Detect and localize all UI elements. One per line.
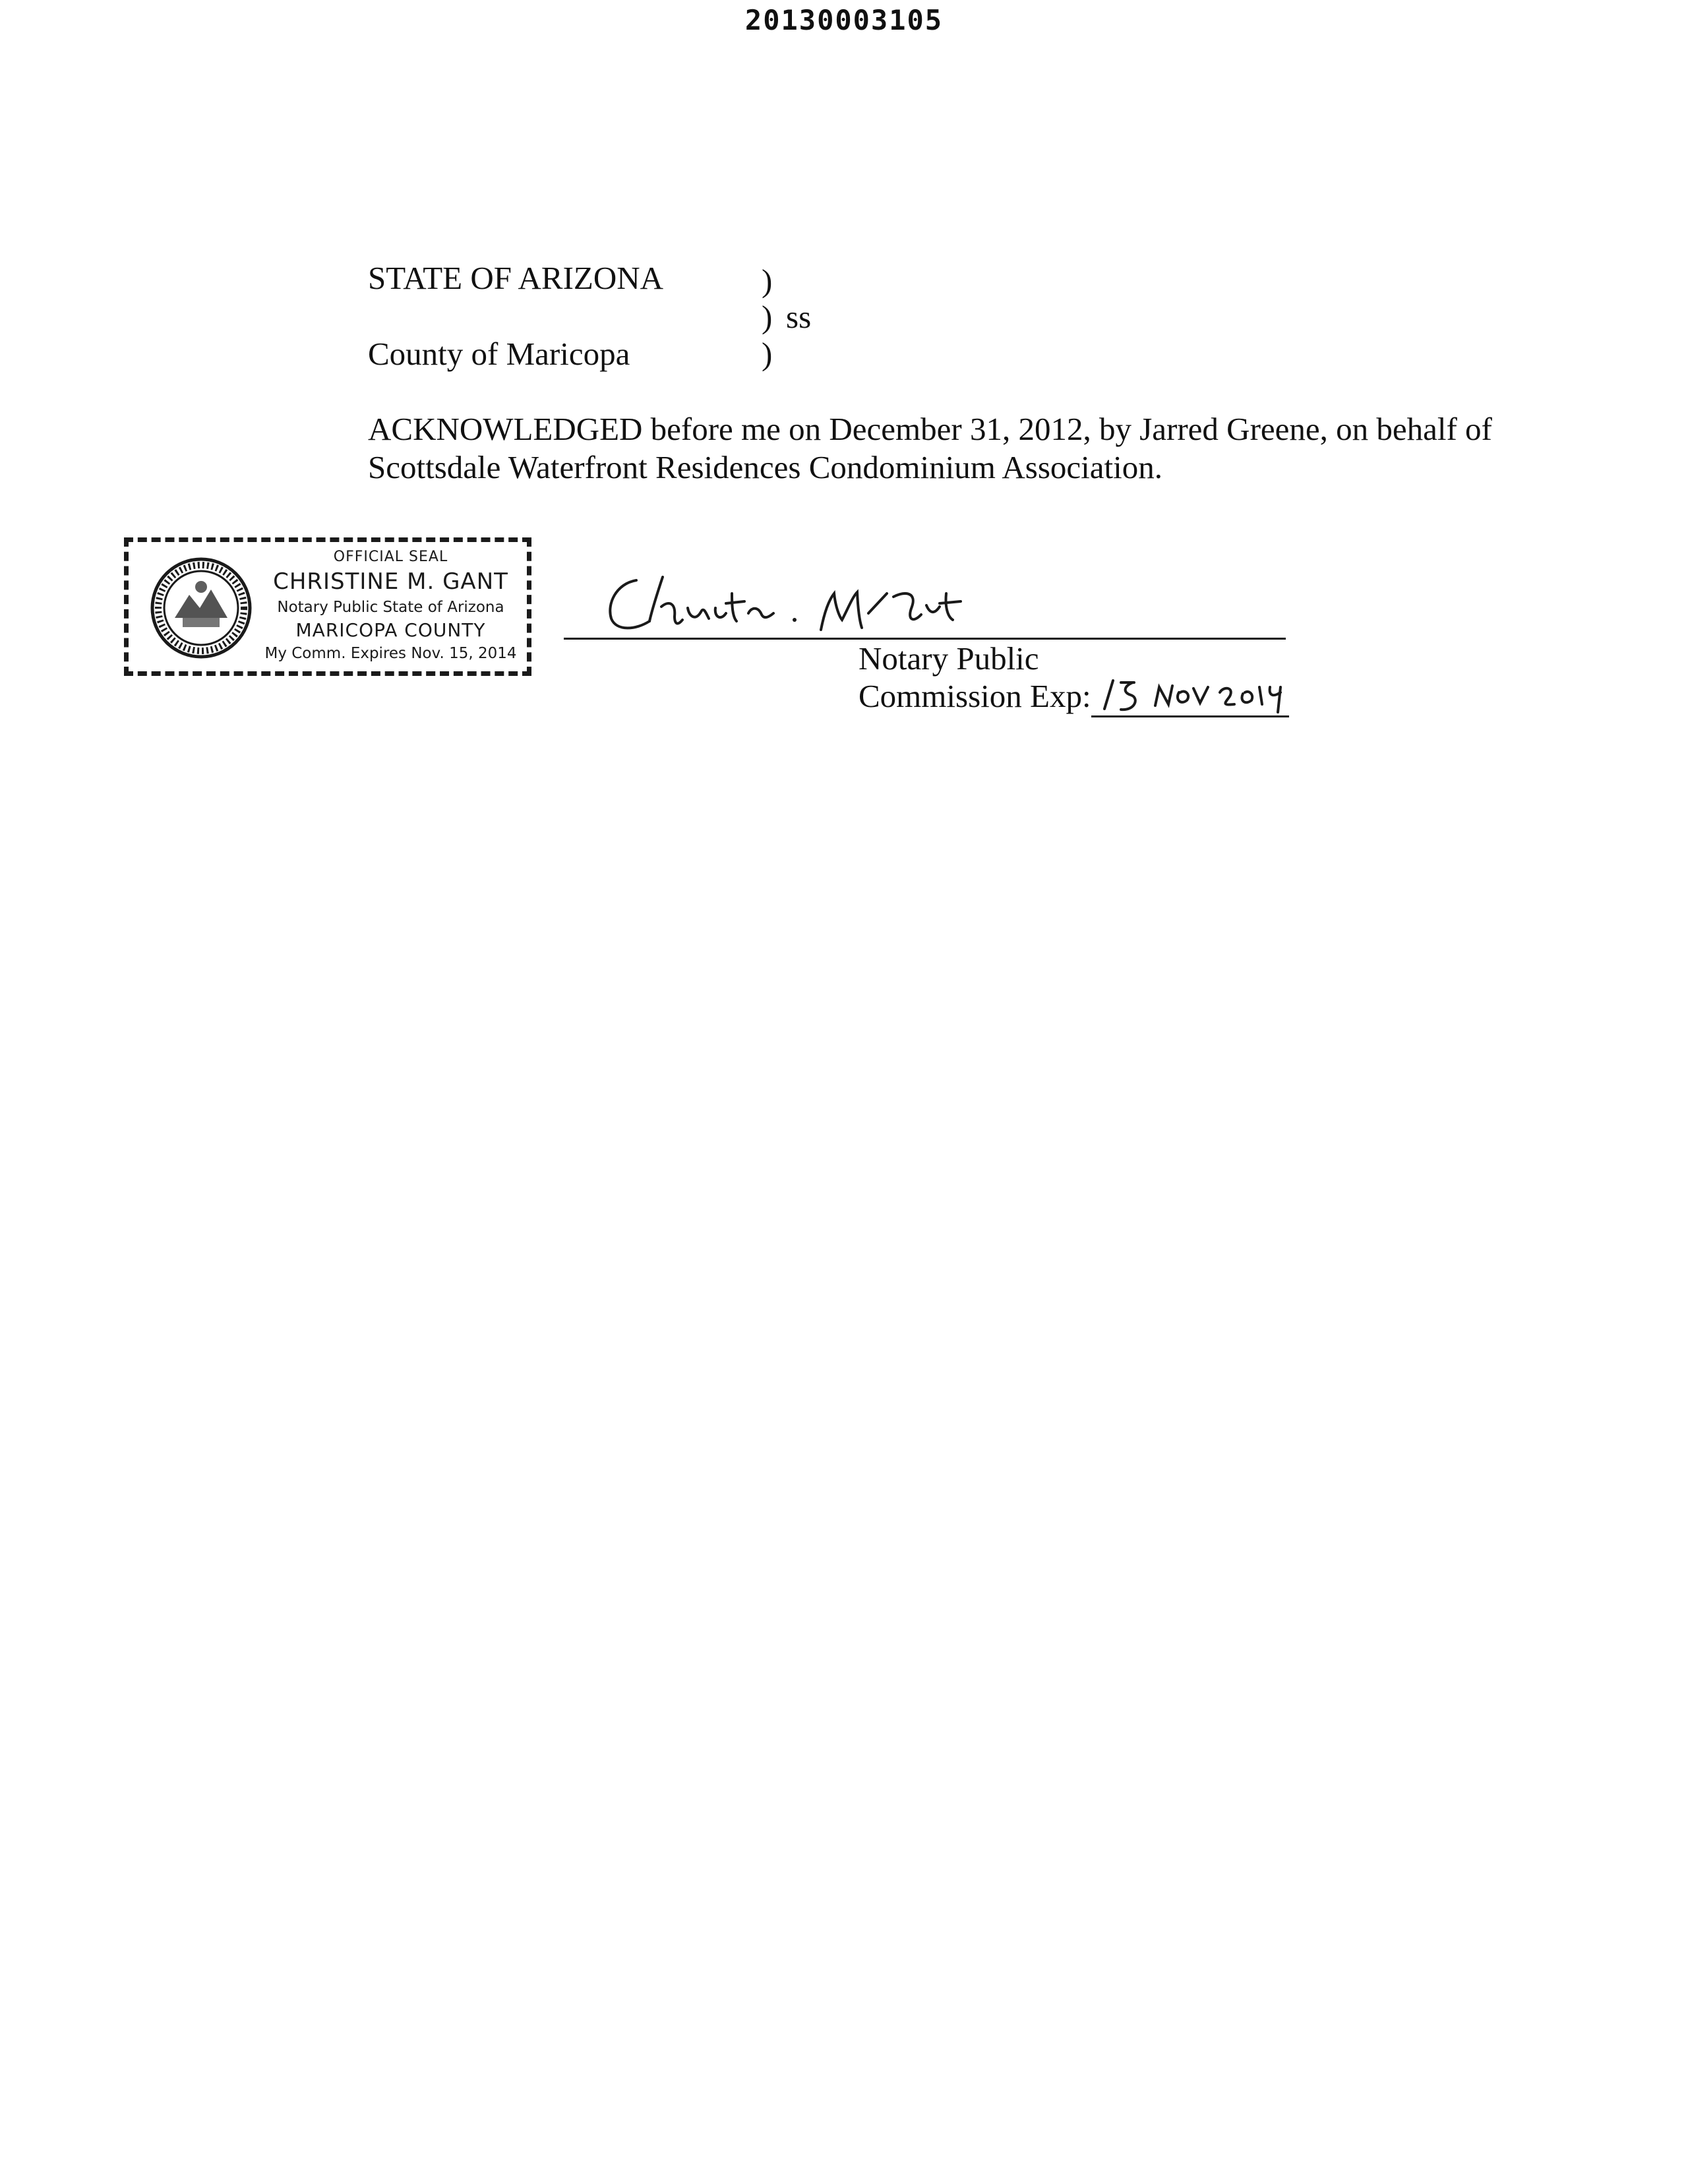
notary-title: Notary Public [859,640,1039,677]
state-seal-emblem-icon [148,555,254,661]
acknowledgment-text: ACKNOWLEDGED before me on December 31, 2012, by Jarred Greene, on behalf of Scottsdale Waterfront Residences Condominium Association. [368,411,1492,485]
seal-heading: OFFICIAL SEAL [333,549,448,565]
venue-state: STATE OF ARIZONA [368,260,663,296]
seal-county: MARICOPA COUNTY [295,619,486,641]
commission-date-line [1091,715,1289,717]
notary-signature [597,567,1006,640]
venue-ss: ss [786,299,812,335]
venue-paren: ) [762,336,773,372]
venue-county: County of Maricopa [368,336,630,372]
commission-date-handwritten [1095,673,1292,719]
seal-expiration: My Comm. Expires Nov. 15, 2014 [264,645,517,662]
commission-label: Commission Exp: [859,678,1091,714]
venue-paren: ) [762,299,773,335]
venue-paren: ) [762,262,773,299]
notary-seal [124,537,531,676]
seal-notary-name: CHRISTINE M. GANT [273,568,508,595]
recording-number: 20130003105 [744,4,944,36]
seal-notary-state: Notary Public State of Arizona [277,599,504,616]
